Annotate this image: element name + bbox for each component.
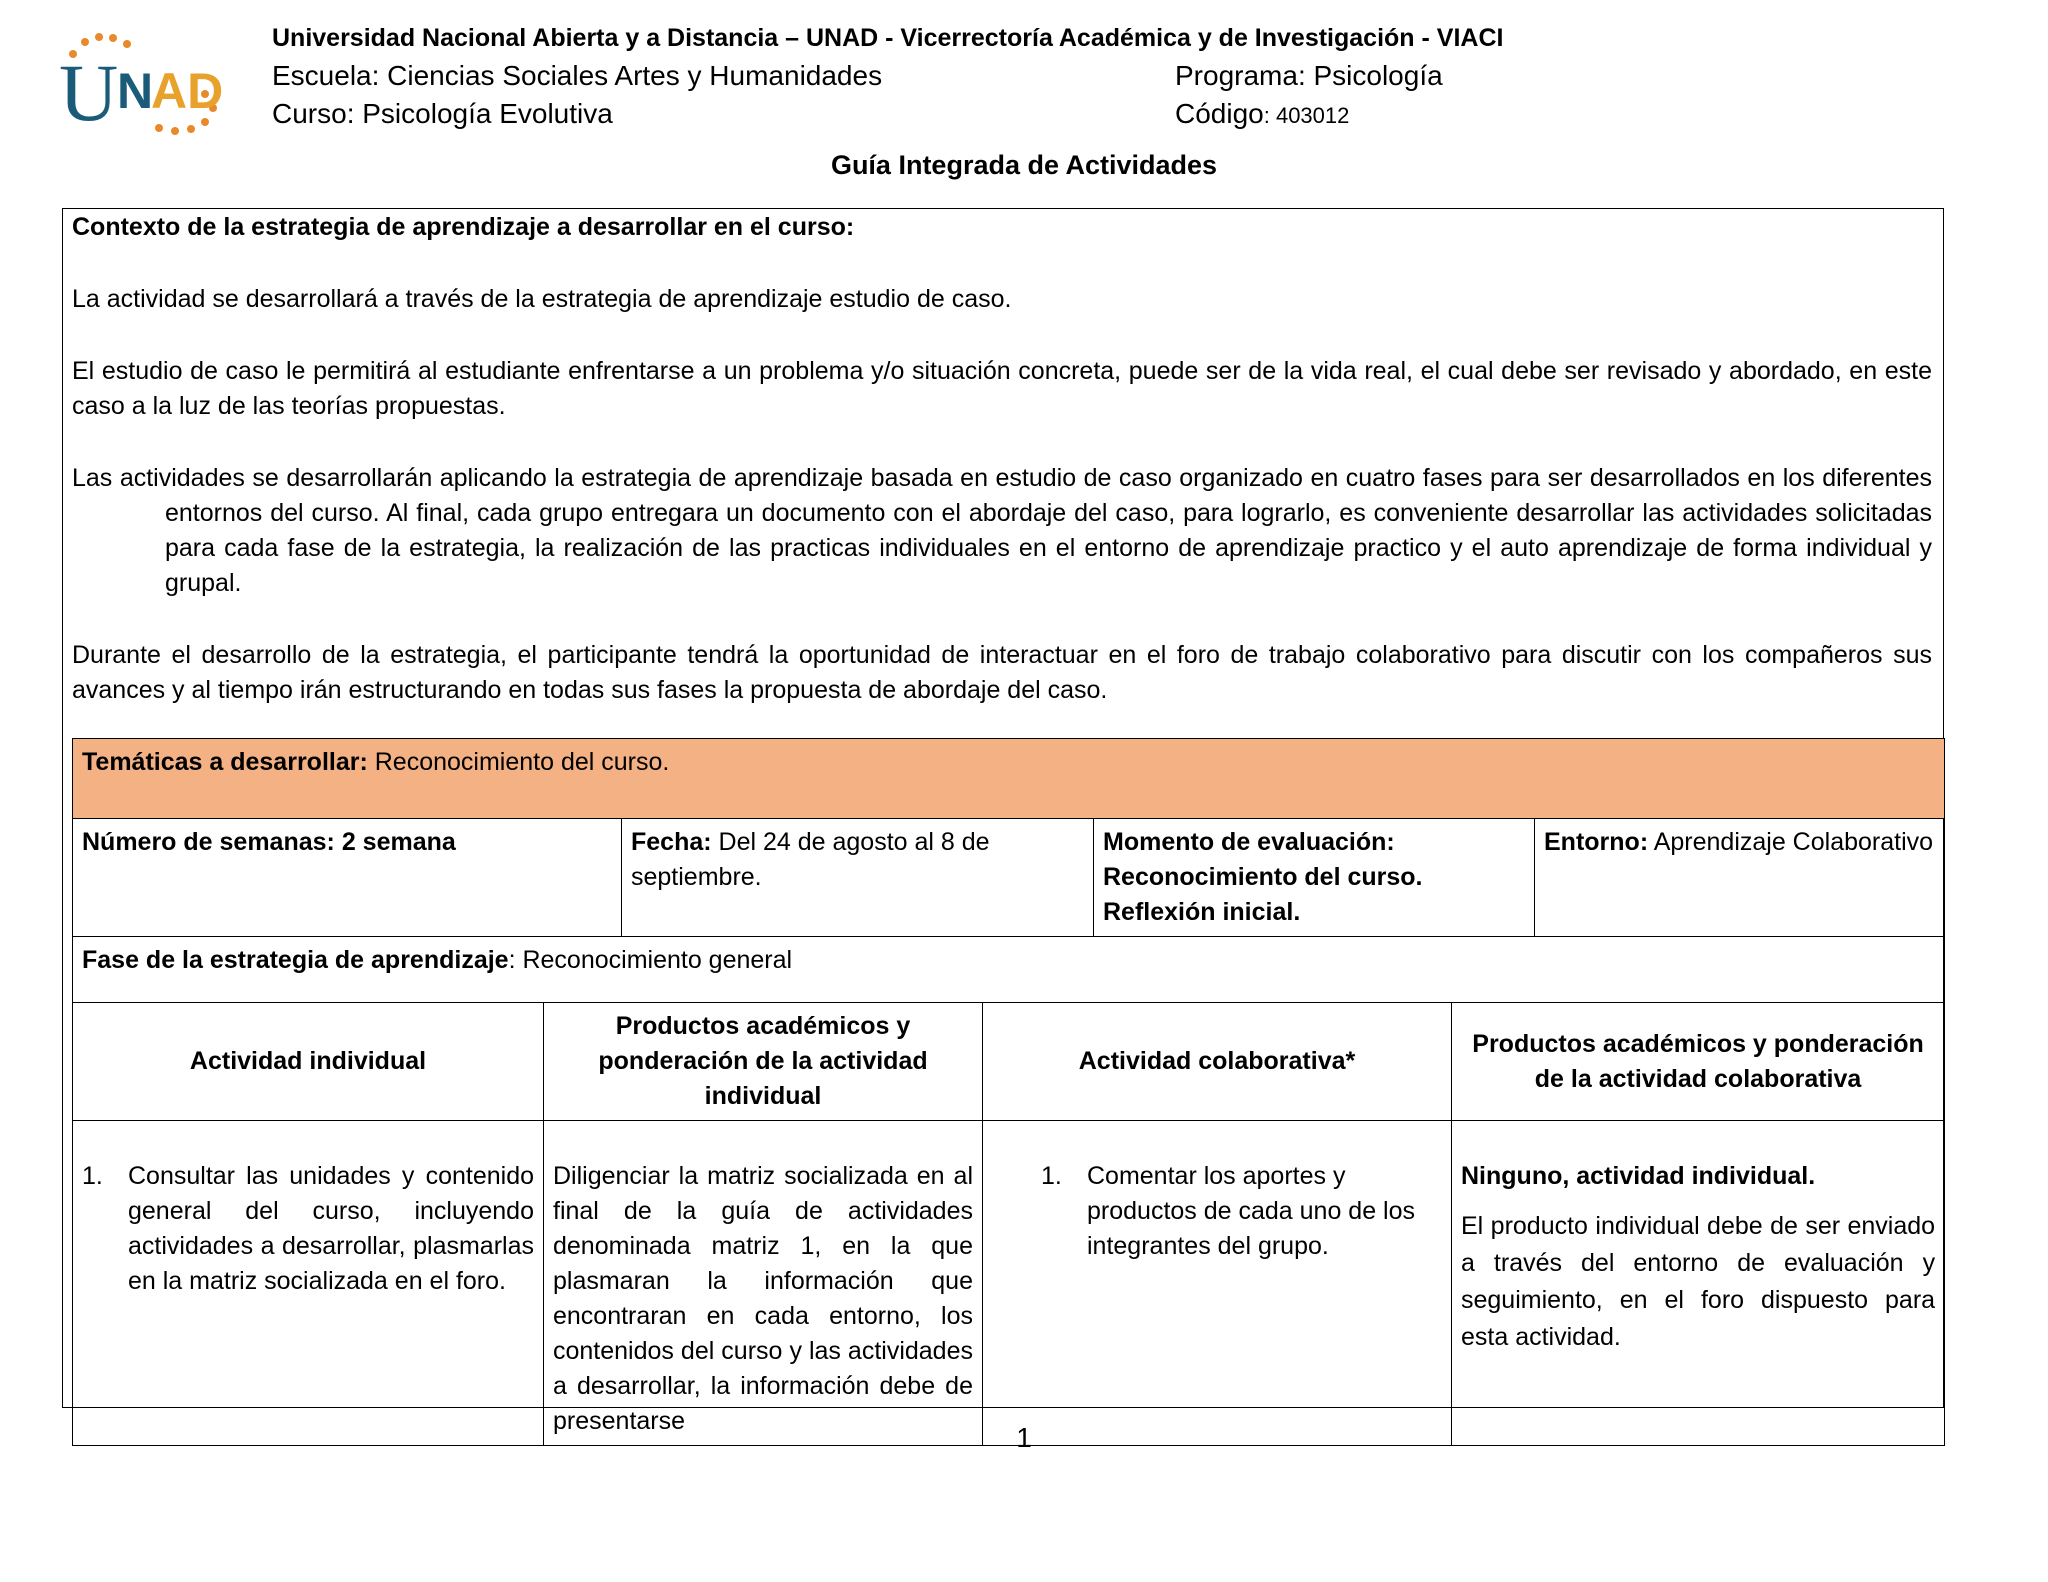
col-header-actividad-colaborativa: Actividad colaborativa* — [983, 1003, 1452, 1121]
productos-colaborativa-heading: Ninguno, actividad individual. — [1461, 1162, 1816, 1190]
entorno-cell — [1535, 819, 1945, 937]
list-text: Consultar las unidades y contenido general del curso, incluyendo actividades a desarrollar, plasmarlas en la matriz socializada en el foro. — [128, 1162, 534, 1295]
activities-table — [72, 738, 1945, 1446]
header-codigo — [1175, 98, 1349, 130]
productos-individual-cell: Diligenciar la matriz socializada en al final de la guía de actividades denominada matriz 1, en la que plasmaran la información que encontraran en cada entorno, los contenidos del curso y las actividades a desarrollar, la información debe de presentarse — [544, 1121, 983, 1446]
document-title: Guía Integrada de Actividades — [830, 150, 1218, 180]
context-paragraph-3: Las actividades se desarrollarán aplicando la estrategia de aprendizaje basada en estudio de caso organizado en cuatro fases para ser desarrollados en los diferentes entornos del curso. Al final, cada grupo entregara un documento con el abordaje del caso, para lograrlo, es conveniente desarrollar las actividades solicitadas para cada fase de la estrategia, la realización de las practicas individuales en el entorno de aprendizaje practico y el auto aprendizaje de forma individual y grupal. — [72, 464, 1932, 597]
header-curso: Curso: Psicología Evolutiva — [272, 98, 613, 129]
list-number: 1. — [1041, 1162, 1062, 1190]
codigo-label: Código — [1175, 98, 1264, 129]
momento-cell: Momento de evaluación: Reconocimiento del curso. Reflexión inicial. — [1094, 819, 1535, 937]
svg-text:U: U — [59, 47, 119, 137]
list-text: Comentar los aportes y productos de cada uno de los integrantes del grupo. — [1087, 1162, 1416, 1260]
productos-colaborativa-cell — [1452, 1121, 1945, 1446]
svg-text:AD: AD — [151, 63, 224, 119]
header-programa: Programa: Psicología — [1175, 60, 1443, 91]
entorno-value: Aprendizaje Colaborativo — [1648, 828, 1934, 856]
fase-label: Fase de la estrategia de aprendizaje — [82, 946, 509, 974]
svg-text:N: N — [117, 63, 154, 119]
context-paragraph-1: La actividad se desarrollará a través de la estrategia de aprendizaje estudio de caso. — [72, 285, 1012, 313]
fase-value: : Reconocimiento general — [508, 946, 793, 974]
activities-table-wrapper — [72, 738, 1944, 1446]
entorno-label: Entorno: — [1544, 828, 1649, 856]
fecha-cell — [622, 819, 1094, 937]
semanas-cell: Número de semanas: 2 semana — [73, 819, 622, 937]
unad-logo — [55, 32, 230, 137]
fecha-label: Fecha: — [631, 828, 712, 856]
tematicas-label: Temáticas a desarrollar: — [82, 748, 368, 776]
fase-row — [73, 937, 1945, 1003]
tematicas-value: Reconocimiento del curso. — [367, 748, 670, 776]
context-paragraph-2: El estudio de caso le permitirá al estudiante enfrentarse a un problema y/o situación concreta, puede ser de la vida real, el cual debe ser revisado y abordado, en este caso a la luz de las teorías propuestas. — [72, 357, 1932, 420]
tematicas-row — [73, 739, 1945, 819]
actividad-individual-cell — [73, 1121, 544, 1446]
context-paragraph-4: Durante el desarrollo de la estrategia, el participante tendrá la oportunidad de interactuar en el foro de trabajo colaborativo para discutir con los compañeros sus avances y al tiempo irán estructurando en todas sus fases la propuesta de abordaje del caso. — [72, 641, 1932, 704]
header-escuela: Escuela: Ciencias Sociales Artes y Humanidades — [272, 60, 883, 91]
list-item — [82, 1159, 534, 1299]
col-header-productos-individual: Productos académicos y ponderación de la actividad individual — [544, 1003, 983, 1121]
fecha-value: Del 24 de agosto al 8 de septiembre. — [631, 828, 990, 891]
list-number: 1. — [82, 1162, 103, 1190]
codigo-value: : 403012 — [1263, 103, 1350, 128]
list-item — [1041, 1159, 1442, 1264]
col-header-productos-colaborativa: Productos académicos y ponderación de la actividad colaborativa — [1452, 1003, 1945, 1121]
context-section — [72, 210, 1932, 708]
page-number: 1 — [1016, 1422, 1032, 1453]
productos-colaborativa-text: El producto individual debe de ser enviado a través del entorno de evaluación y seguimiento, en el foro dispuesto para esta actividad. — [1461, 1212, 1936, 1351]
col-header-actividad-individual: Actividad individual — [73, 1003, 544, 1121]
actividad-colaborativa-cell — [983, 1121, 1452, 1446]
header-institution: Universidad Nacional Abierta y a Distancia – UNAD - Vicerrectoría Académica y de Investigación - VIACI — [272, 24, 1504, 52]
context-heading: Contexto de la estrategia de aprendizaje a desarrollar en el curso: — [72, 213, 855, 241]
